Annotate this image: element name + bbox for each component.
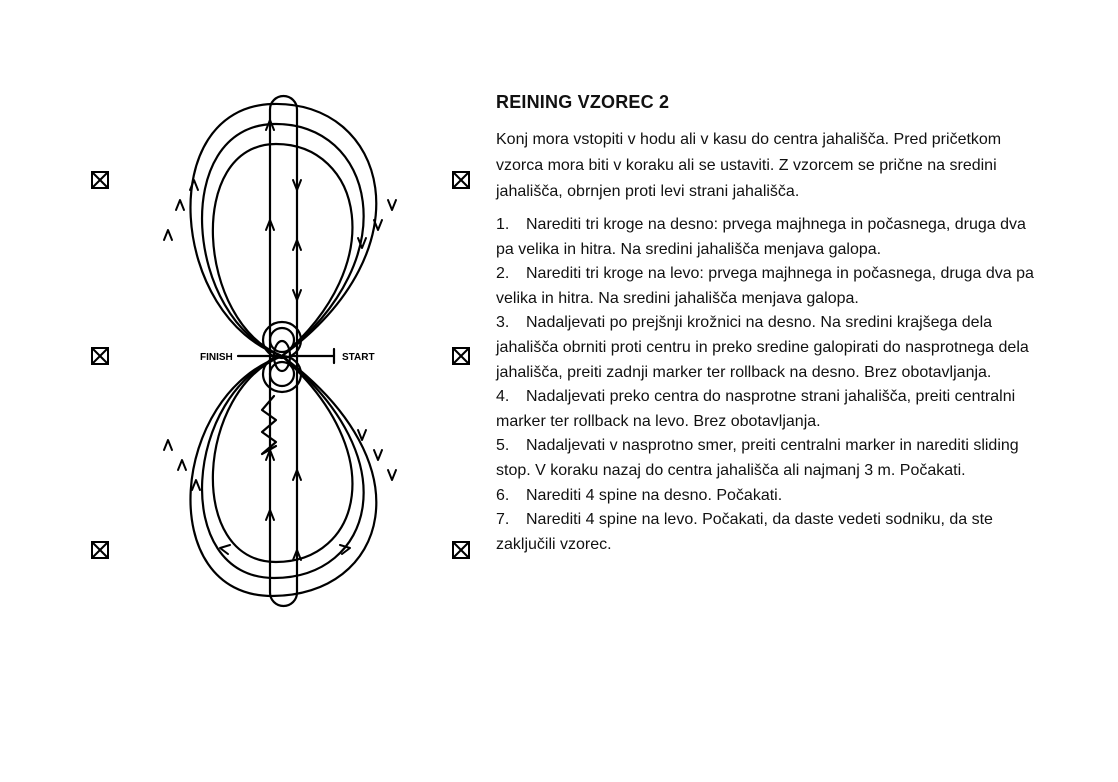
step-text: Nadaljevati v nasprotno smer, preiti centralni marker in narediti sliding stop. V koraku nazaj do centra jahališča ali najmanj 3 m. Počakati.	[496, 437, 1019, 479]
step-text: Narediti tri kroge na desno: prvega majhnega in počasnega, druga dva pa velika in hitra. Na sredini jahališča menjava galopa.	[496, 216, 1026, 258]
step-number: 1.	[496, 216, 510, 233]
direction-arrows	[164, 120, 396, 560]
list-item	[496, 508, 1036, 557]
marker-right-center	[453, 348, 469, 364]
marker-left-top	[92, 172, 108, 188]
marker-left-center	[92, 348, 108, 364]
page-title: REINING VZOREC 2	[496, 92, 670, 112]
step-text: Narediti 4 spine na desno. Počakati.	[526, 486, 783, 504]
list-item	[496, 311, 1036, 385]
list-item	[496, 385, 1036, 434]
step-number: 3.	[496, 314, 510, 332]
intro-paragraph: Konj mora vstopiti v hodu ali v kasu do centra jahališča. Pred pričetkom vzorca mora biti v koraku ali se ustaviti. Z vzorcem se prične na sredini jahališča, obrnjen proti levi strani jahališča.	[496, 131, 1002, 200]
marker-right-bottom	[453, 542, 469, 558]
list-item	[496, 434, 1036, 483]
small-circle-bottom-2	[270, 362, 294, 386]
marker-left-bottom	[92, 542, 108, 558]
step-number: 7.	[496, 511, 510, 529]
step-text: Nadaljevati po prejšnji krožnici na desno. Na sredini krajšega dela jahališča obrniti proti centru in preko sredine galopirati do nasprotnega dela jahališča, preiti zadnji marker ter rollback na desno. Brez obotavljanja.	[496, 314, 1029, 381]
list-item	[496, 484, 1036, 509]
list-item	[496, 213, 1036, 262]
step-number: 6.	[496, 486, 510, 504]
finish-label: FINISH	[200, 352, 233, 363]
steps-list	[496, 213, 1036, 557]
start-label: START	[342, 352, 375, 363]
top-circle-outer	[190, 104, 376, 356]
step-number: 4.	[496, 388, 510, 406]
step-text: Nadaljevati preko centra do nasprotne strani jahališča, preiti centralni marker ter rollback na levo. Brez obotavljanja.	[496, 388, 1016, 430]
list-item	[496, 262, 1036, 311]
step-number: 2.	[496, 265, 510, 283]
step-text: Narediti 4 spine na levo. Počakati, da daste vedeti sodniku, da ste zaključili vzorec.	[496, 511, 993, 553]
step-number: 5.	[496, 437, 510, 455]
step-text: Narediti tri kroge na levo: prvega majhnega in počasnega, druga dva pa velika in hitra. Na sredini jahališča menjava galopa.	[496, 265, 1034, 307]
marker-right-top	[453, 172, 469, 188]
pattern-description	[496, 92, 1036, 557]
